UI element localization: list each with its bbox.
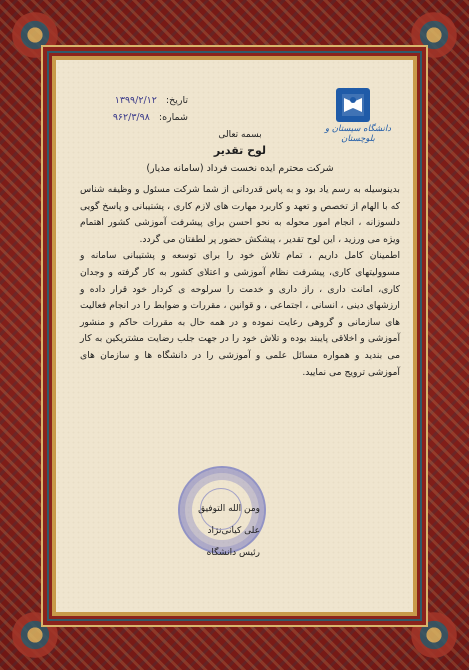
- bismillah: بسمه تعالی: [218, 130, 262, 140]
- university-name: دانشگاه سیستان و بلوچستان: [324, 124, 391, 144]
- letter-body: [80, 130, 400, 381]
- date-value: ۱۳۹۹/۲/۱۲: [114, 95, 157, 106]
- paragraph-1: بدینوسیله به رسم یاد بود و به پاس قدردانی از شما شرکت مسئول و وظیفه شناس که با الهام از تخصص و تعهد و کاربرد مهارت های لازم کاری ، پشتیبانی و پاسخ گویی دلسوزانه ، انجام امور محوله به نحو احسن برای پیشرفت آموزشی کشور اهتمام ویژه می ورزید ، این لوح تقدیر ، پیشکش حضور پر لطفتان می گردد.: [80, 184, 400, 245]
- certificate-title: لوح تقدیر: [213, 144, 267, 157]
- signature-block: [150, 498, 260, 564]
- number-row: [88, 109, 188, 126]
- book-emblem-icon: [336, 88, 370, 122]
- number-value: ۹۶۲/۳/۹۸: [112, 112, 150, 123]
- date-label: تاریخ:: [165, 95, 188, 106]
- number-label: شماره:: [158, 112, 188, 123]
- addressee: شرکت محترم ایده نخست فرداد (سامانه مدیار): [146, 163, 334, 174]
- paragraph-2: اطمینان کامل داریم ، تمام تلاش خود را برای توسعه و پشتیبانی سامانه و مسوولیتهای کاری، پیشرفت نظام آموزشی و اعتلای کشور به کار گرفته و وجدان کاری، امانت داری ، راز داری و خدمت را سرلوحه ی کردار خود قرار داده و ارزشهای دینی ، انسانی ، اجتماعی ، و قوانین ، مقررات و ضوابط را در انجام فعالیت های سازمانی و گروهی رعایت نموده و در همه حال به مقررات حاکم و منشور آموزشی و اخلاقی پایبند بوده و تلاش خود را در جهت جلب رضایت مشتریکین به کار می بندید و همواره مسائل علمی و آموزشی را در دانشگاه ها و سازمان های آموزشی ترویج می نمایید.: [80, 250, 400, 378]
- signer-position: رئیس دانشگاه: [206, 548, 260, 558]
- signer-name: علی کیانی‌نژاد: [207, 526, 260, 536]
- closing-phrase: ومن الله التوفیق: [198, 504, 260, 514]
- letter-meta: [88, 92, 188, 126]
- date-row: [88, 92, 188, 109]
